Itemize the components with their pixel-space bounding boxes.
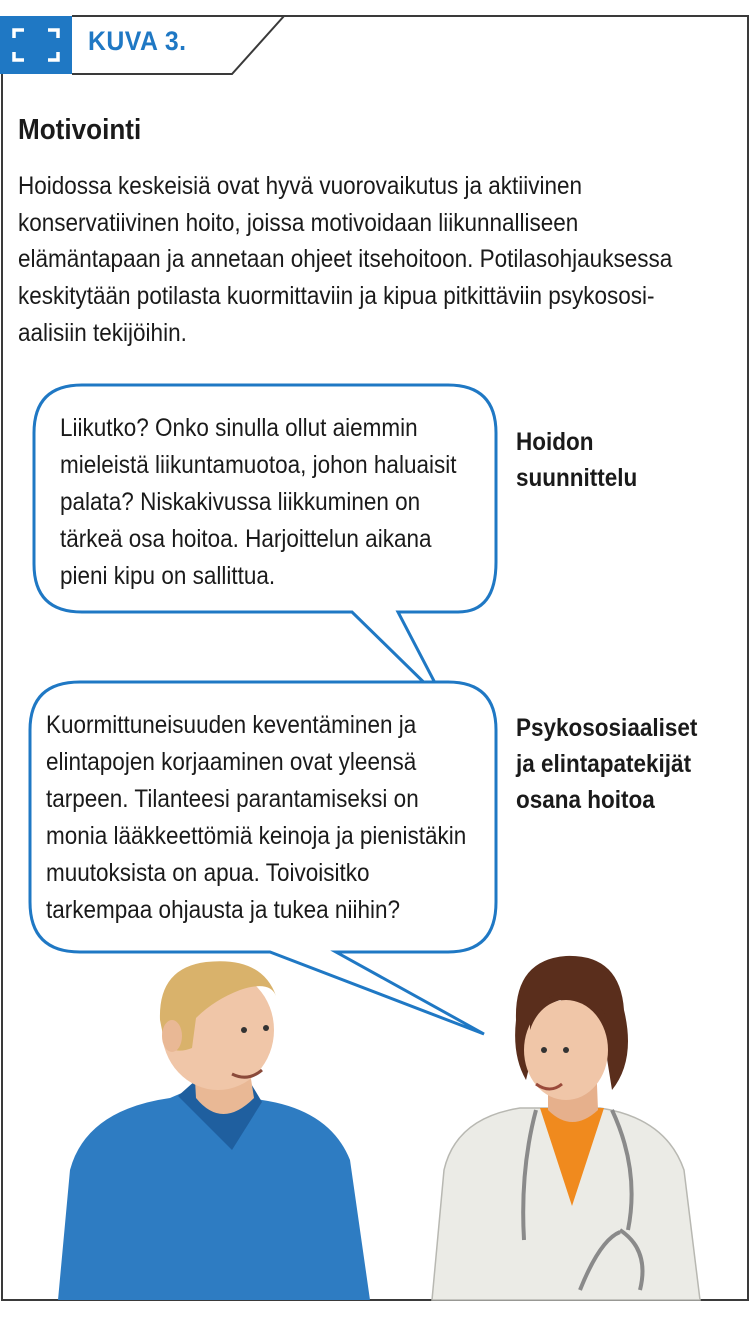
label-planning — [516, 424, 637, 496]
bubble-planning-text — [60, 410, 456, 595]
bubble-line: Kuormittuneisuuden keventäminen ja — [46, 711, 417, 739]
intro-line: aalisiin tekijöihin. — [18, 318, 187, 347]
bubble-line: tärkeä osa hoitoa. Harjoittelun aikana — [60, 525, 432, 553]
figure-label: KUVA 3. — [88, 26, 187, 56]
bubble-line: Liikutko? Onko sinulla ollut aiemmin — [60, 414, 418, 442]
label-line: Psykososiaaliset — [516, 714, 698, 742]
label-line: Hoidon — [516, 428, 594, 456]
bubble-lifestyle-text — [46, 707, 466, 929]
label-line: suunnittelu — [516, 464, 638, 492]
intro-line: Hoidossa keskeisiä ovat hyvä vuorovaikutus ja aktiivinen — [18, 172, 583, 200]
bubble-line: muutoksista on apua. Toivoisitko — [46, 859, 370, 887]
bubble-line: palata? Niskakivussa liikkuminen on — [60, 488, 421, 516]
patient-figure — [58, 961, 370, 1300]
label-line: ja elintapatekijät — [516, 750, 692, 778]
page-title: Motivointi — [18, 114, 142, 146]
intro-line: konservatiivinen hoito, joissa motivoidaan liikunnalliseen — [18, 208, 579, 237]
label-lifestyle — [516, 710, 697, 818]
label-line: osana hoitoa — [516, 786, 655, 814]
bubble-line: monia lääkkeettömiä keinoja ja pienistäkin — [46, 822, 467, 850]
intro-line: elämäntapaan ja annetaan ohjeet itsehoitoon. Potilasohjauksessa — [18, 245, 673, 274]
intro-line: keskitytään potilasta kuormittaviin ja kipua pitkittäviin psykososi- — [18, 282, 655, 311]
bubble-line: tarkempaa ohjausta ja tukea niihin? — [46, 896, 400, 924]
doctor-figure — [432, 956, 700, 1300]
bubble-line: pieni kipu on sallittua. — [60, 562, 276, 590]
bubble-line: tarpeen. Tilanteesi parantamiseksi on — [46, 785, 419, 813]
bubble-line: mieleistä liikuntamuotoa, johon haluaisit — [60, 451, 457, 479]
bubble-line: elintapojen korjaaminen ovat yleensä — [46, 748, 417, 776]
